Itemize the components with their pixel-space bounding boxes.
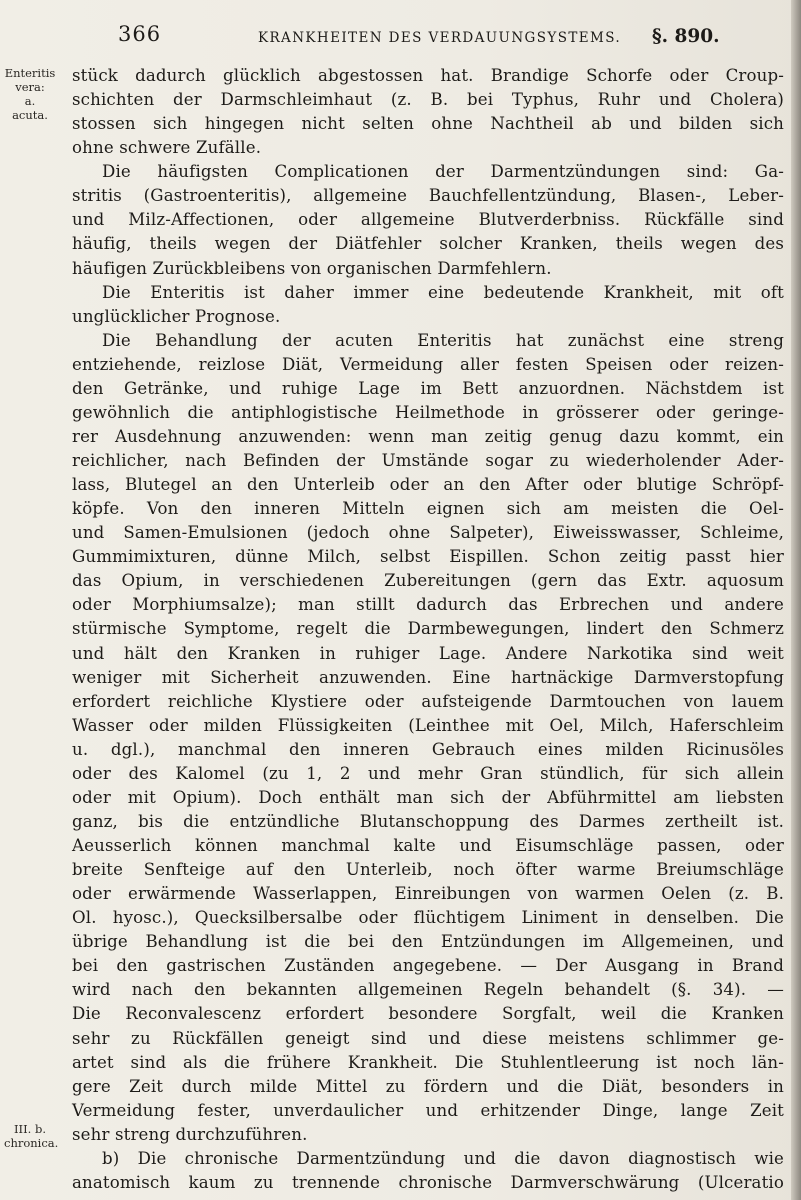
- text-line: entziehende, reizlose Diät, Vermeidung aller festen Speisen oder reizen-: [72, 354, 784, 374]
- page-number: 366: [118, 22, 162, 46]
- text-line: und hält den Kranken in ruhiger Lage. Andere Narkotika sind weit: [72, 643, 784, 663]
- text-line: lass, Blutegel an den Unterleib oder an den After oder blutige Schröpf-: [72, 475, 784, 495]
- text-line: stück dadurch glücklich abgestossen hat. Brandige Schorfe oder Croup-: [72, 66, 784, 85]
- text-line: reichlicher, nach Befinden der Umstände sogar zu wiederholender Ader-: [72, 451, 784, 470]
- text-line: das Opium, in verschiedenen Zubereitungen (gern das Extr. aquosum: [72, 571, 784, 591]
- text-line: Ol. hyosc.), Quecksilbersalbe oder flüchtigem Liniment in denselben. Die: [72, 908, 784, 928]
- text-line: erfordert reichliche Klystiere oder aufsteigende Darmtouchen von lauem: [72, 691, 784, 711]
- text-line: häufig, theils wegen der Diätfehler solcher Kranken, theils wegen des: [72, 234, 784, 254]
- text-line: artet sind als die frühere Krankheit. Die Stuhlentleerung ist noch län-: [72, 1052, 784, 1072]
- text-line: schichten der Darmschleimhaut (z. B. bei Typhus, Ruhr und Cholera): [72, 90, 784, 110]
- text-line: rer Ausdehnung anzuwenden: wenn man zeitig genug dazu kommt, ein: [72, 426, 784, 446]
- text-line: und Samen-Emulsionen (jedoch ohne Salpeter), Eiweisswasser, Schleime,: [72, 523, 784, 543]
- text-line: übrige Behandlung ist die bei den Entzündungen im Allgemeinen, und: [72, 932, 784, 952]
- text-line: ohne schwere Zufälle.: [72, 138, 262, 158]
- text-line: Aeusserlich können manchmal kalte und Eisumschläge passen, oder: [72, 836, 784, 855]
- text-line: häufigen Zurückbleibens von organischen Darmfehlern.: [72, 258, 552, 278]
- margin-note-line: Enteritis: [4, 66, 56, 80]
- text-line: Die häufigsten Complicationen der Darmentzündungen sind: Ga-: [102, 162, 784, 182]
- text-line: oder mit Opium). Doch enthält man sich der Abführmittel am liebsten: [72, 787, 784, 807]
- page-edge: [791, 0, 801, 1200]
- margin-note-line: vera:: [15, 80, 45, 94]
- margin-note-enteritis-acuta: [4, 66, 56, 122]
- margin-note-chronica: [4, 1122, 59, 1150]
- text-line: unglücklicher Prognose.: [72, 306, 281, 326]
- text-line: Die Reconvalescenz erfordert besondere Sorgfalt, weil die Kranken: [72, 1004, 784, 1024]
- section-reference: §. 890.: [652, 26, 720, 47]
- running-title: KRANKHEITEN DES VERDAUUNGSYSTEMS.: [258, 30, 622, 46]
- margin-note-line: chronica.: [4, 1136, 59, 1150]
- text-line: Wasser oder milden Flüssigkeiten (Leinthee mit Oel, Milch, Haferschleim: [72, 715, 784, 735]
- text-line: ganz, bis die entzündliche Blutanschoppung des Darmes zertheilt ist.: [72, 811, 784, 831]
- margin-note-line: acuta.: [12, 108, 48, 122]
- body-text: [72, 64, 784, 1195]
- text-line: oder erwärmende Wasserlappen, Einreibungen von warmen Oelen (z. B.: [72, 884, 784, 904]
- text-line: weniger mit Sicherheit anzuwenden. Eine hartnäckige Darmverstopfung: [72, 667, 784, 687]
- text-line: sehr zu Rückfällen geneigt sind und diese meistens schlimmer ge-: [72, 1028, 784, 1048]
- text-line: oder Morphiumsalze); man stillt dadurch das Erbrechen und andere: [72, 595, 784, 615]
- text-line: u. dgl.), manchmal den inneren Gebrauch eines milden Ricinusöles: [72, 739, 784, 759]
- text-line: stritis (Gastroenteritis), allgemeine Bauchfellentzündung, Blasen-, Leber-: [72, 186, 784, 206]
- text-line: Vermeidung fester, unverdaulicher und erhitzender Dinge, lange Zeit: [72, 1100, 784, 1120]
- text-line: gewöhnlich die antiphlogistische Heilmethode in grösserer oder geringe-: [72, 402, 784, 422]
- text-line: oder des Kalomel (zu 1, 2 und mehr Gran stündlich, für sich allein: [72, 763, 784, 783]
- text-line: gere Zeit durch milde Mittel zu fördern und die Diät, besonders in: [72, 1076, 784, 1096]
- margin-note-line: III. b.: [14, 1122, 46, 1136]
- margin-note-line: a.: [24, 94, 36, 108]
- text-line: Gummimixturen, dünne Milch, selbst Eispillen. Schon zeitig passt hier: [72, 547, 784, 567]
- text-line: köpfe. Von den inneren Mitteln eignen sich am meisten die Oel-: [72, 499, 784, 519]
- text-line: stürmische Symptome, regelt die Darmbewegungen, lindert den Schmerz: [72, 619, 784, 639]
- text-line: wird nach den bekannten allgemeinen Regeln behandelt (§. 34). —: [72, 980, 784, 1000]
- text-line: sehr streng durchzuführen.: [72, 1124, 308, 1144]
- text-line: stossen sich hingegen nicht selten ohne Nachtheil ab und bilden sich: [72, 114, 784, 134]
- text-line: Die Enteritis ist daher immer eine bedeutende Krankheit, mit oft: [102, 282, 784, 302]
- text-line: bei den gastrischen Zuständen angegebene. — Der Ausgang in Brand: [72, 956, 784, 976]
- page-header: [0, 22, 801, 52]
- text-line: b) Die chronische Darmentzündung und die davon diagnostisch wie: [102, 1148, 784, 1168]
- text-line: anatomisch kaum zu trennende chronische Darmverschwärung (Ulceratio: [72, 1172, 784, 1192]
- text-line: den Getränke, und ruhige Lage im Bett anzuordnen. Nächstdem ist: [72, 378, 784, 398]
- text-line: breite Senfteige auf den Unterleib, noch öfter warme Breiumschläge: [72, 860, 784, 880]
- text-line: und Milz-Affectionen, oder allgemeine Blutverderbniss. Rückfälle sind: [72, 210, 784, 230]
- text-line: Die Behandlung der acuten Enteritis hat zunächst eine streng: [102, 330, 784, 350]
